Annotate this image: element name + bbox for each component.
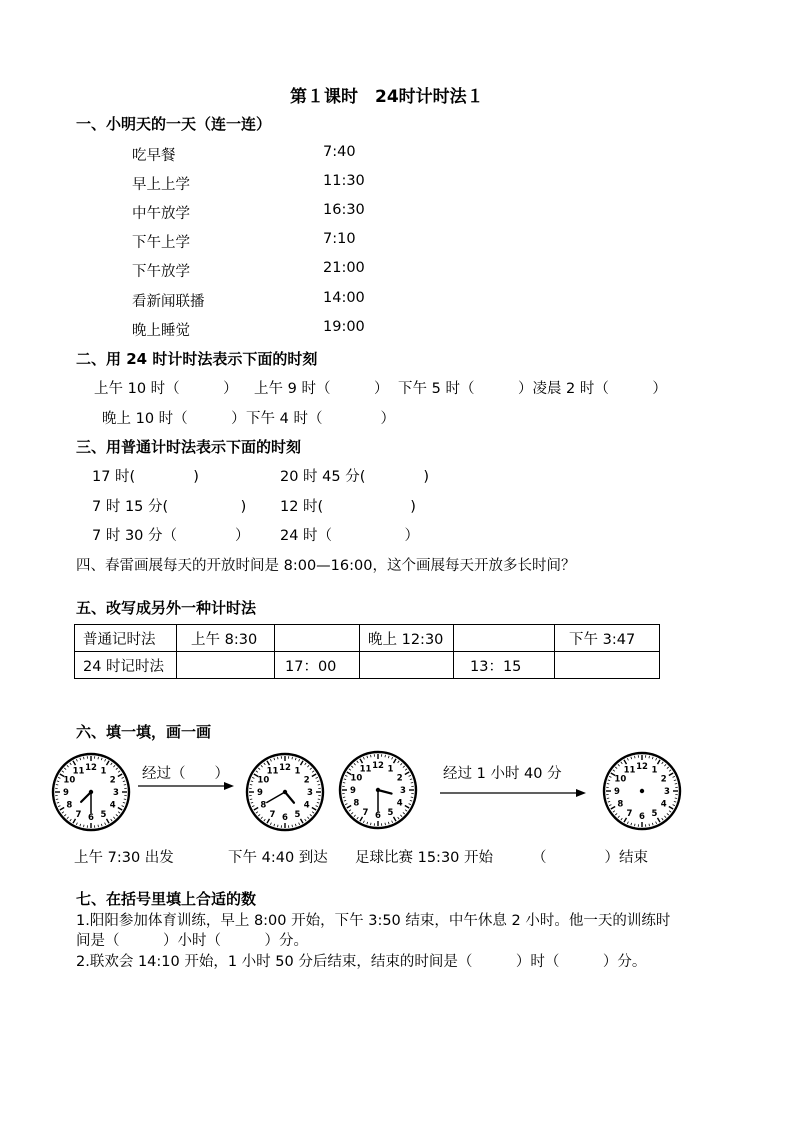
tick-mark (675, 784, 677, 785)
clock-number: 12 (85, 763, 97, 774)
clock-number: 4 (109, 800, 116, 811)
clock-number: 9 (350, 786, 356, 797)
tick-mark (124, 799, 126, 800)
tick-mark (371, 755, 372, 757)
exercise-item: 12 时( ) (280, 499, 416, 515)
clock-number: 9 (63, 788, 69, 799)
tick-mark (675, 798, 677, 799)
tick-mark (278, 757, 279, 759)
exercise-item: 晚上 10 时（ ） (102, 411, 246, 427)
clock-number: 10 (614, 774, 627, 785)
tick-mark (649, 756, 650, 758)
table-cell: 普通记时法 (75, 625, 177, 652)
tick-mark (292, 825, 293, 827)
time-item: 7:40 (323, 144, 356, 160)
section-1-heading: 一、小明天的一天（连一连） (76, 115, 272, 133)
tick-mark (250, 785, 252, 786)
clock-number: 3 (307, 788, 313, 799)
tick-mark (385, 823, 386, 825)
clock-caption: （ ）结束 (532, 850, 648, 866)
tick-mark (411, 783, 413, 784)
clock-number: 1 (651, 765, 658, 776)
tick-mark (385, 755, 386, 757)
clock-number: 8 (353, 798, 360, 809)
exercise-item: 20 时 45 分( ) (280, 469, 430, 485)
clock-number: 12 (372, 761, 384, 772)
time-item: 11:30 (323, 173, 365, 189)
clock-number: 8 (66, 800, 73, 811)
arrow-2 (440, 789, 586, 797)
section-5-heading: 五、改写成另外一种计时法 (76, 599, 257, 617)
time-item: 7:10 (323, 231, 356, 247)
section-4-question: 四、春雷画展每天的开放时间是 8:00—16:00，这个画展每天开放多长时间？ (76, 558, 576, 574)
clock-number: 10 (257, 775, 270, 786)
clock-number: 5 (651, 808, 658, 819)
table-cell: 17：00 (275, 652, 360, 679)
tick-mark (124, 785, 126, 786)
clock-number: 6 (639, 812, 645, 823)
clock-number: 5 (294, 809, 301, 820)
table-cell: 下午 3:47 (555, 625, 660, 652)
tick-mark (635, 824, 636, 826)
activity-item: 晚上睡觉 (132, 323, 190, 339)
clock-number: 3 (400, 786, 406, 797)
exercise-item: 7 时 30 分（ ） (92, 528, 250, 544)
section-6-heading: 六、填一填，画一画 (76, 723, 212, 741)
clock-number: 5 (100, 809, 107, 820)
activity-item: 早上上学 (132, 177, 190, 193)
table-cell: 24 时记时法 (75, 652, 177, 679)
tick-mark (98, 757, 99, 759)
exercise-item: 下午 4 时（ ） (246, 411, 395, 427)
question-1-line-1: 1.阳阳参加体育训练，早上 8:00 开始，下午 3:50 结束，中午休息 2 小时。他一天的训练时 (76, 913, 671, 929)
activity-item: 下午上学 (132, 235, 190, 251)
arrow-2-label: 经过 1 小时 40 分 (443, 766, 562, 782)
time-item: 16:30 (323, 202, 365, 218)
tick-mark (292, 757, 293, 759)
clock-face (604, 753, 680, 829)
clock-number: 11 (266, 766, 279, 777)
clock-number: 9 (614, 787, 620, 798)
clock-number: 11 (623, 765, 636, 776)
clock-number: 12 (279, 763, 291, 774)
tick-mark (318, 785, 320, 786)
tick-mark (635, 756, 636, 758)
tick-mark (56, 785, 58, 786)
exercise-item: 上午 9 时（ ） (254, 381, 389, 397)
clock-number: 5 (387, 807, 394, 818)
exercise-item: 上午 10 时（ ） (94, 381, 238, 397)
clock-number: 4 (396, 798, 403, 809)
tick-mark (371, 823, 372, 825)
clock-face (340, 752, 416, 828)
tick-mark (343, 783, 345, 784)
exercise-item: 下午 5 时（ ）凌晨 2 时（ ） (398, 381, 667, 397)
arrow-1-label: 经过（ ） (142, 766, 229, 782)
clock-number: 11 (72, 766, 85, 777)
tick-mark (411, 797, 413, 798)
clock-number: 12 (636, 762, 648, 773)
clock-face (53, 754, 129, 830)
clock-center (376, 788, 380, 792)
clock-number: 2 (660, 774, 667, 785)
tick-mark (84, 757, 85, 759)
clock-number: 7 (626, 808, 633, 819)
clock-number: 2 (396, 773, 403, 784)
arrow-1 (138, 782, 234, 790)
question-2: 2.联欢会 14:10 开始，1 小时 50 分后结束，结束的时间是（ ）时（ ）分。 (76, 954, 647, 970)
clock-number: 3 (113, 788, 119, 799)
tick-mark (56, 799, 58, 800)
table-cell: 晚上 12:30 (360, 625, 454, 652)
clock-caption: 上午 7:30 出发 (74, 850, 174, 866)
clock-number: 7 (362, 807, 369, 818)
clock-number: 7 (269, 809, 276, 820)
tick-mark (607, 784, 609, 785)
activity-item: 吃早餐 (132, 148, 176, 164)
clock-caption: 下午 4:40 到达 (228, 850, 328, 866)
section-3-heading: 三、用普通计时法表示下面的时刻 (76, 438, 302, 456)
clock-number: 1 (294, 766, 301, 777)
clock-number: 1 (387, 764, 394, 775)
question-1-line-2: 间是（ ）小时（ ）分。 (76, 933, 308, 949)
tick-mark (250, 799, 252, 800)
section-2-heading: 二、用 24 时计时法表示下面的时刻 (76, 350, 318, 368)
exercise-item: 24 时（ ） (280, 528, 420, 544)
clock-number: 8 (260, 800, 267, 811)
clock-face (247, 754, 323, 830)
time-item: 19:00 (323, 319, 365, 335)
tick-mark (84, 825, 85, 827)
time-item: 21:00 (323, 260, 365, 276)
clock-number: 4 (303, 800, 310, 811)
clock-center (640, 789, 644, 793)
tick-mark (607, 798, 609, 799)
time-item: 14:00 (323, 290, 365, 306)
clock-number: 6 (282, 813, 288, 824)
activity-item: 看新闻联播 (132, 294, 205, 310)
clock-center (89, 790, 93, 794)
clock-number: 9 (257, 788, 263, 799)
tick-mark (278, 825, 279, 827)
table-cell: 上午 8:30 (177, 625, 275, 652)
tick-mark (318, 799, 320, 800)
clock-number: 11 (359, 764, 372, 775)
table-cell: 13：15 (454, 652, 555, 679)
exercise-item: 17 时( ) (92, 469, 199, 485)
tick-mark (343, 797, 345, 798)
clock-number: 8 (617, 799, 624, 810)
clock-center (283, 790, 287, 794)
clock-number: 2 (303, 775, 310, 786)
activity-item: 下午放学 (132, 264, 190, 280)
clock-number: 3 (664, 787, 670, 798)
clock-number: 4 (660, 799, 667, 810)
section-7-heading: 七、在括号里填上合适的数 (76, 890, 257, 908)
page-title: 第１课时 24时计时法１ (290, 87, 484, 107)
clock-number: 2 (109, 775, 116, 786)
tick-mark (649, 824, 650, 826)
clock-number: 6 (375, 811, 381, 822)
clock-number: 7 (75, 809, 82, 820)
exercise-item: 7 时 15 分( ) (92, 499, 247, 515)
clock-number: 6 (88, 813, 94, 824)
clock-number: 10 (63, 775, 76, 786)
clock-caption: 足球比赛 15:30 开始 (355, 850, 494, 866)
clock-number: 10 (350, 773, 363, 784)
tick-mark (98, 825, 99, 827)
clock-number: 1 (100, 766, 107, 777)
activity-item: 中午放学 (132, 206, 190, 222)
